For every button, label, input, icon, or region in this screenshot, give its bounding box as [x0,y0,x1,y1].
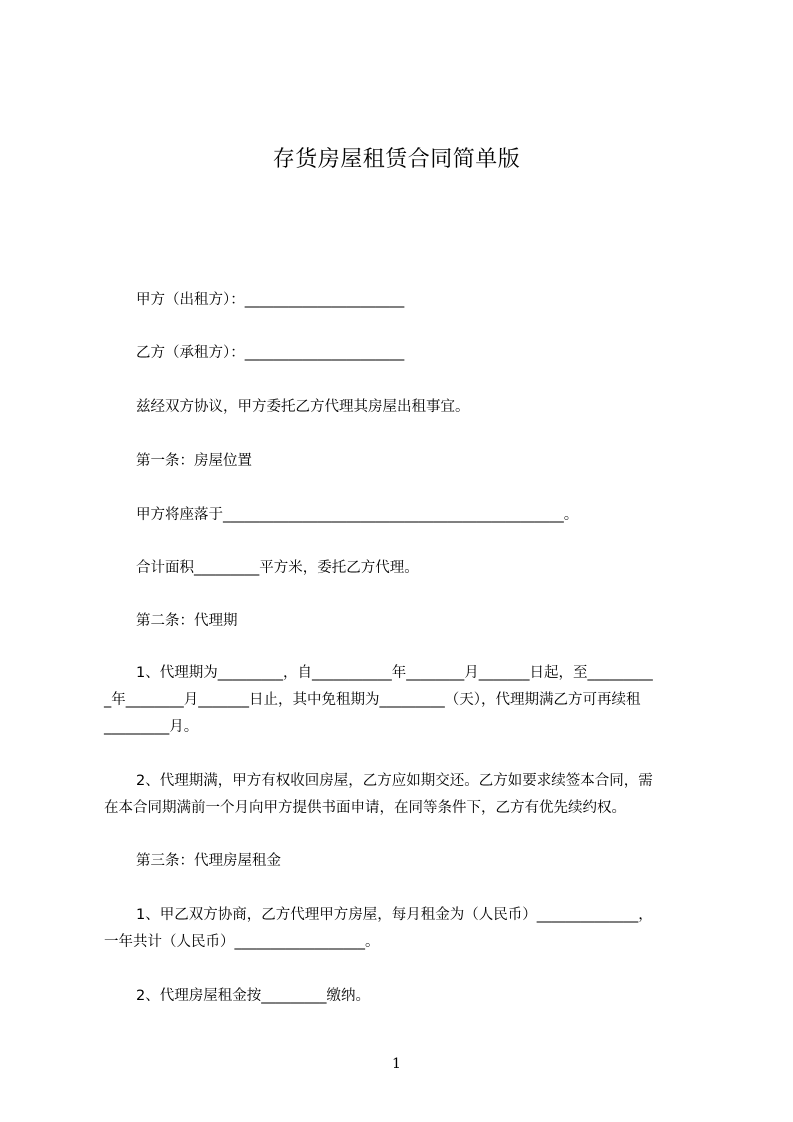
page-number: 1 [392,1056,401,1072]
article-3-clause-1-line-1: 1、甲乙双方协商，乙方代理甲方房屋，每月租金为（人民币）______________， [136,907,653,923]
party-b-line: 乙方（承租方）：______________________ [136,345,405,361]
article-3-clause-2: 2、代理房屋租金按_________缴纳。 [136,988,370,1004]
article-2-clause-1-line-3: _________月。 [104,719,199,735]
party-a-line: 甲方（出租方）：______________________ [136,292,405,308]
article-2-clause-1-line-1: 1、代理期为_________，自___________年________月_______日起，至_________ [136,665,653,681]
article-1-heading: 第一条：房屋位置 [136,453,252,469]
article-2-clause-2-line-1: 2、代理期满，甲方有权收回房屋，乙方应如期交还。乙方如要求续签本合同，需 [136,773,653,789]
article-2-clause-2-line-2: 在本合同期满前一个月向甲方提供书面申请，在同等条件下，乙方有优先续约权。 [104,800,626,816]
article-3-heading: 第三条：代理房屋租金 [136,853,281,869]
article-2-clause-1-line-2: _年________月_______日止，其中免租期为_________（天），代理期满乙方可再续租 [104,692,641,708]
article-2-heading: 第二条：代理期 [136,613,238,629]
article-3-clause-1-line-2: 一年共计（人民币）__________________。 [104,934,380,950]
article-1-area: 合计面积_________平方米，委托乙方代理。 [136,560,419,576]
intro-paragraph: 兹经双方协议，甲方委托乙方代理其房屋出租事宜。 [136,399,470,415]
document-title: 存货房屋租赁合同简单版 [272,147,521,172]
article-1-location: 甲方将座落于_______________________________________________。 [136,507,579,523]
